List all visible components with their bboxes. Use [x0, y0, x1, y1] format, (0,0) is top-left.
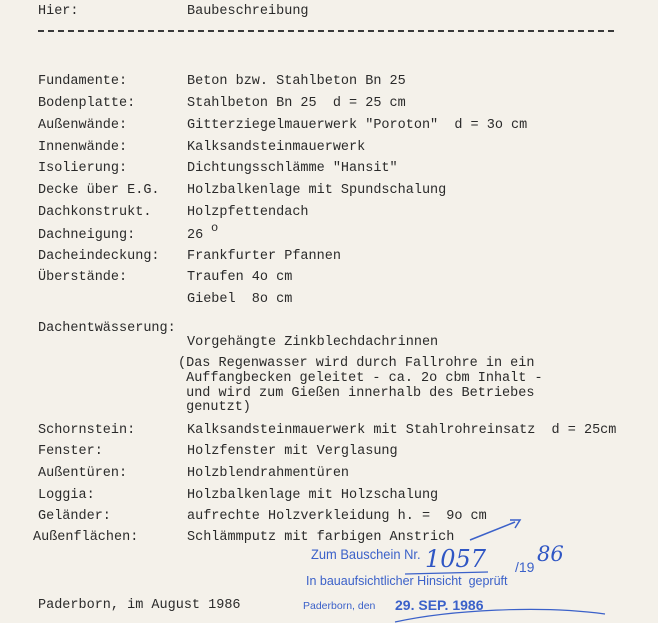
row-label: Loggia:: [38, 488, 95, 503]
header-label: Hier:: [38, 4, 79, 19]
row-value: aufrechte Holzverkleidung h. = 9o cm: [187, 509, 487, 524]
row-value: Schlämmputz mit farbigen Anstrich: [187, 530, 455, 545]
row-label: Fundamente:: [38, 74, 128, 89]
stamp-date: 29. SEP. 1986: [395, 597, 484, 613]
row-value: Gitterziegelmauerwerk "Poroton" d = 3o cm: [187, 118, 528, 133]
header-title: Baubeschreibung: [187, 4, 309, 19]
row-value: Kalksandsteinmauerwerk: [187, 140, 366, 155]
row-value: Holzpfettendach: [187, 205, 309, 220]
row-label: Fenster:: [38, 444, 103, 459]
row-label: Schornstein:: [38, 423, 136, 438]
row-value: Holzbalkenlage mit Holzschalung: [187, 488, 439, 503]
row-value: Holzfenster mit Verglasung: [187, 444, 398, 459]
stamp-line3: Paderborn, den: [303, 600, 376, 612]
drainage-note-line: und wird zum Gießen innerhalb des Betriebes: [178, 386, 535, 401]
row-label: Außenwände:: [38, 118, 128, 133]
stamp-line2: In bauaufsichtlicher Hinsicht geprüft: [306, 574, 508, 588]
row-value: Stahlbeton Bn 25 d = 25 cm: [187, 96, 406, 111]
row-value: Holzbalkenlage mit Spundschalung: [187, 183, 447, 198]
drainage-note-line: genutzt): [178, 400, 251, 415]
degree-superscript: o: [211, 221, 219, 235]
row-value: Kalksandsteinmauerwerk mit Stahlrohreinsatz d = 25cm: [187, 423, 617, 438]
drainage-note-line: (Das Regenwasser wird durch Fallrohre in ein: [178, 356, 535, 371]
row-value: Frankfurter Pfannen: [187, 249, 341, 264]
row-value: 26: [187, 228, 204, 243]
stamp-year: 86: [537, 542, 564, 566]
row-value-second-line: Giebel 8o cm: [187, 292, 293, 307]
stamp-line1: Zum Bauschein Nr.: [311, 546, 421, 562]
stamp-number: 1057: [425, 545, 487, 573]
drainage-note-line: Auffangbecken geleitet - ca. 2o cbm Inhalt -: [178, 371, 543, 386]
row-label: Decke über E.G.: [38, 183, 160, 198]
row-value: Traufen 4o cm: [187, 270, 293, 285]
row-label: Dachneigung:: [38, 228, 136, 243]
row-label: Geländer:: [38, 509, 111, 524]
row-label: Außenflächen:: [33, 530, 139, 545]
stamp-year-prefix: /19: [515, 559, 535, 575]
row-value: Dichtungsschlämme "Hansit": [187, 161, 398, 176]
row-value: Beton bzw. Stahlbeton Bn 25: [187, 74, 406, 89]
row-value: Holzblendrahmentüren: [187, 466, 350, 481]
row-label: Innenwände:: [38, 140, 128, 155]
drainage-value: Vorgehängte Zinkblechdachrinnen: [187, 335, 439, 350]
row-label: Außentüren:: [38, 466, 128, 481]
row-label: Überstände:: [38, 270, 128, 285]
row-label: Bodenplatte:: [38, 96, 136, 111]
row-label: Dacheindeckung:: [38, 249, 160, 264]
drainage-label: Dachentwässerung:: [38, 321, 176, 336]
row-label: Isolierung:: [38, 161, 128, 176]
place-date: Paderborn, im August 1986: [38, 598, 241, 613]
row-label: Dachkonstrukt.: [38, 205, 152, 220]
